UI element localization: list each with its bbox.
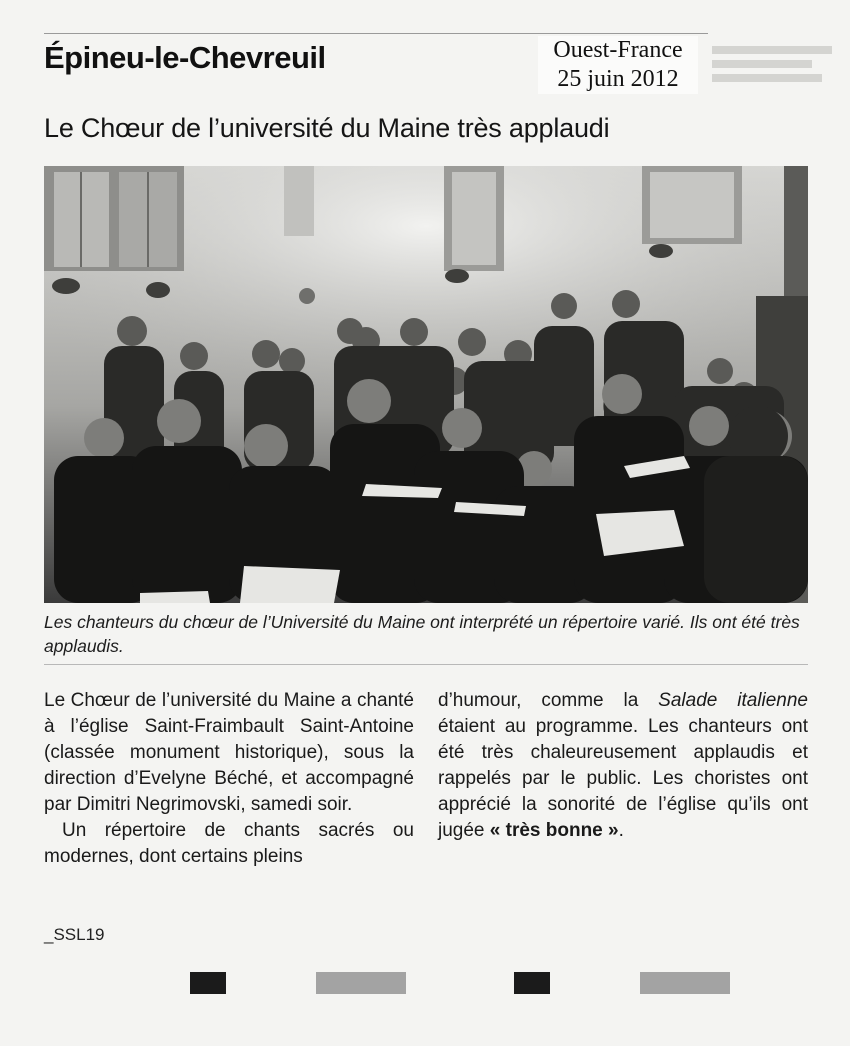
article-column-2: [438, 688, 808, 844]
article-headline: Le Chœur de l’université du Maine très applaudi: [44, 113, 610, 143]
show-through-texture: [712, 40, 842, 100]
registration-bar: [190, 972, 226, 994]
article-paragraph-1: Le Chœur de l’université du Maine a chanté à l’église Saint-Fraimbault Saint-Antoine (classée monument historique), sous la direction d’Evelyne Béché, et accompagné par Dimitri Negrimovski, samedi soir.: [44, 690, 414, 815]
registration-bar: [514, 972, 550, 994]
registration-bar: [316, 972, 406, 994]
article-column-1: [44, 688, 414, 870]
choir-photo: [44, 166, 808, 603]
caption-rule: [44, 664, 808, 665]
locality-heading: Épineu-le-Chevreuil: [44, 40, 326, 75]
choir-photo-image: [44, 166, 808, 603]
newspaper-name: Ouest-France: [553, 37, 683, 63]
registration-bar: [640, 972, 730, 994]
photo-caption: Les chanteurs du chœur de l’Université du Maine ont interprété un répertoire varié. Ils ont été très applaudis.: [44, 612, 800, 656]
top-rule: [44, 33, 708, 34]
article-text: .: [618, 820, 624, 841]
reference-code: _SSL19: [44, 925, 105, 944]
article-text: d’humour, comme la: [438, 690, 659, 711]
source-stamp: [538, 36, 698, 94]
publication-date: 25 juin 2012: [557, 66, 679, 92]
article-paragraph-2: Un répertoire de chants sacrés ou modernes, dont certains pleins: [44, 820, 414, 867]
quote-emphasis: « très bonne »: [489, 820, 619, 841]
song-title: Salade italienne: [658, 690, 808, 711]
article-text: étaient au programme. Les chanteurs ont été très chaleureusement applaudis et rappelés par le public. Les choristes ont apprécié la sonorité de l’église qu’ils ont jugée: [438, 716, 808, 841]
article-paragraph-2-continued: [438, 688, 808, 844]
